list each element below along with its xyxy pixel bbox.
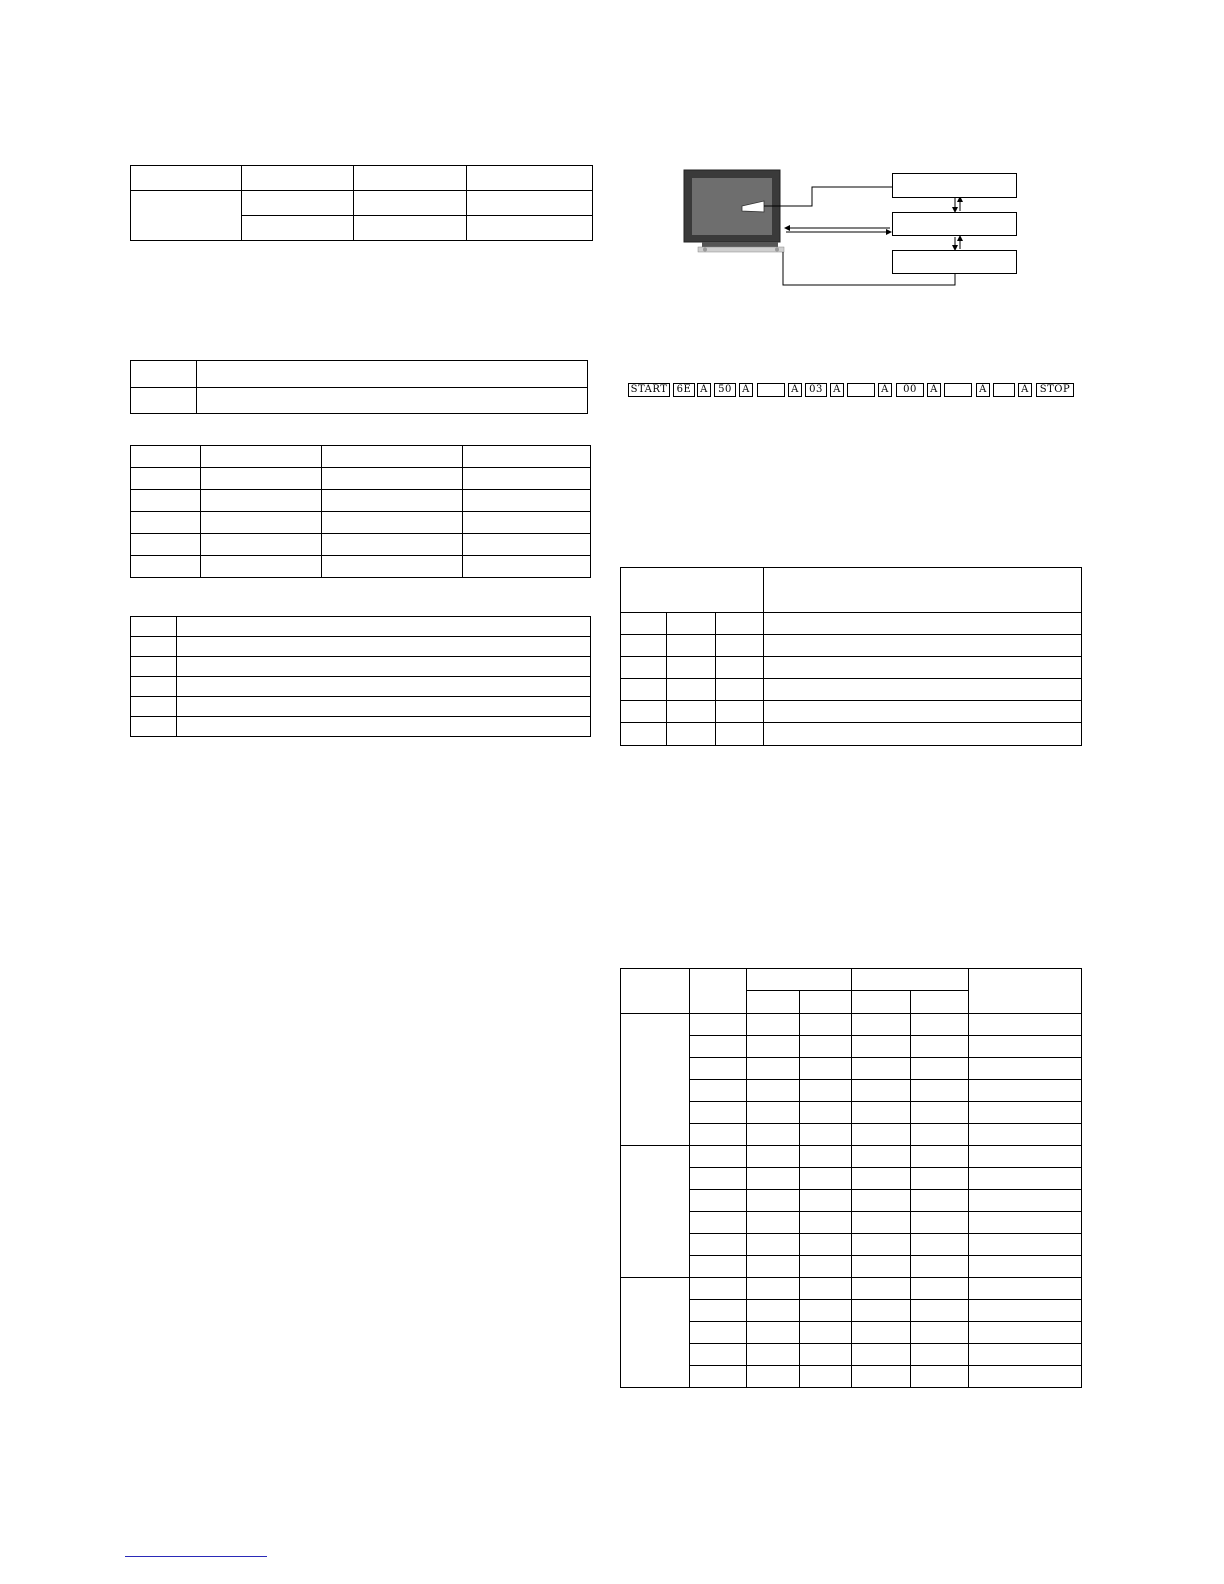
- table-row: [621, 1014, 1082, 1036]
- table-row: [621, 657, 1082, 679]
- table-row: [621, 1080, 1082, 1102]
- table-2: [130, 360, 588, 414]
- seq-byte-1: 6E: [673, 383, 695, 397]
- table-row: [621, 568, 1082, 613]
- seq-ack-1: A: [697, 383, 711, 397]
- table-row: [621, 613, 1082, 635]
- table-row: [131, 361, 588, 388]
- table-row: [621, 1058, 1082, 1080]
- table-row: [131, 490, 591, 512]
- table-row: [621, 1168, 1082, 1190]
- seq-ack-6: A: [927, 383, 941, 397]
- table-row: [131, 534, 591, 556]
- table-row: [131, 191, 593, 216]
- table-row: [621, 1102, 1082, 1124]
- seq-byte-2: 50: [714, 383, 736, 397]
- table-row: [621, 1256, 1082, 1278]
- table-row: [131, 166, 593, 191]
- seq-ack-3: A: [788, 383, 802, 397]
- table-row: [131, 617, 591, 637]
- table-row: [621, 969, 1082, 991]
- table-row: [621, 1212, 1082, 1234]
- table-row: [131, 637, 591, 657]
- diagram-box-middle: [892, 212, 1017, 236]
- table-row: [131, 697, 591, 717]
- seq-byte-3: [757, 383, 785, 397]
- table-3: [130, 445, 591, 578]
- table-5: [620, 567, 1082, 746]
- seq-byte-7: [944, 383, 972, 397]
- table-1: [130, 165, 593, 241]
- table-row: [621, 1124, 1082, 1146]
- seq-ack-7: A: [976, 383, 990, 397]
- table-row: [621, 1322, 1082, 1344]
- seq-byte-8: [993, 383, 1015, 397]
- diagram-box-top: [892, 173, 1017, 198]
- seq-ack-5: A: [878, 383, 892, 397]
- table-6: [620, 968, 1082, 1388]
- table-row: [621, 723, 1082, 746]
- seq-stop: STOP: [1036, 383, 1074, 397]
- table-row: [621, 1234, 1082, 1256]
- seq-ack-2: A: [739, 383, 753, 397]
- table-row: [131, 556, 591, 578]
- table-row: [621, 1344, 1082, 1366]
- seq-ack-4: A: [830, 383, 844, 397]
- footer-link-underline[interactable]: [125, 1556, 267, 1557]
- table-row: [131, 388, 588, 414]
- seq-byte-6: 00: [896, 383, 924, 397]
- table-row: [131, 717, 591, 737]
- table-row: [621, 701, 1082, 723]
- seq-start: START: [628, 383, 670, 397]
- table-row: [131, 468, 591, 490]
- table-4: [130, 616, 591, 737]
- table-row: [621, 1146, 1082, 1168]
- seq-ack-8: A: [1018, 383, 1032, 397]
- table-row: [621, 1278, 1082, 1300]
- table-row: [131, 512, 591, 534]
- table-row: [621, 679, 1082, 701]
- table-row: [621, 1190, 1082, 1212]
- seq-byte-5: [847, 383, 875, 397]
- table-row: [621, 1036, 1082, 1058]
- table-row: [131, 657, 591, 677]
- table-row: [621, 1300, 1082, 1322]
- tv-icon: [684, 170, 784, 252]
- table-row: [621, 1366, 1082, 1388]
- diagram-box-bottom: [892, 250, 1017, 274]
- bidirectional-arrow-icon: [784, 225, 892, 235]
- table-row: [131, 446, 591, 468]
- table-row: [131, 677, 591, 697]
- seq-byte-4: 03: [805, 383, 827, 397]
- table-row: [621, 635, 1082, 657]
